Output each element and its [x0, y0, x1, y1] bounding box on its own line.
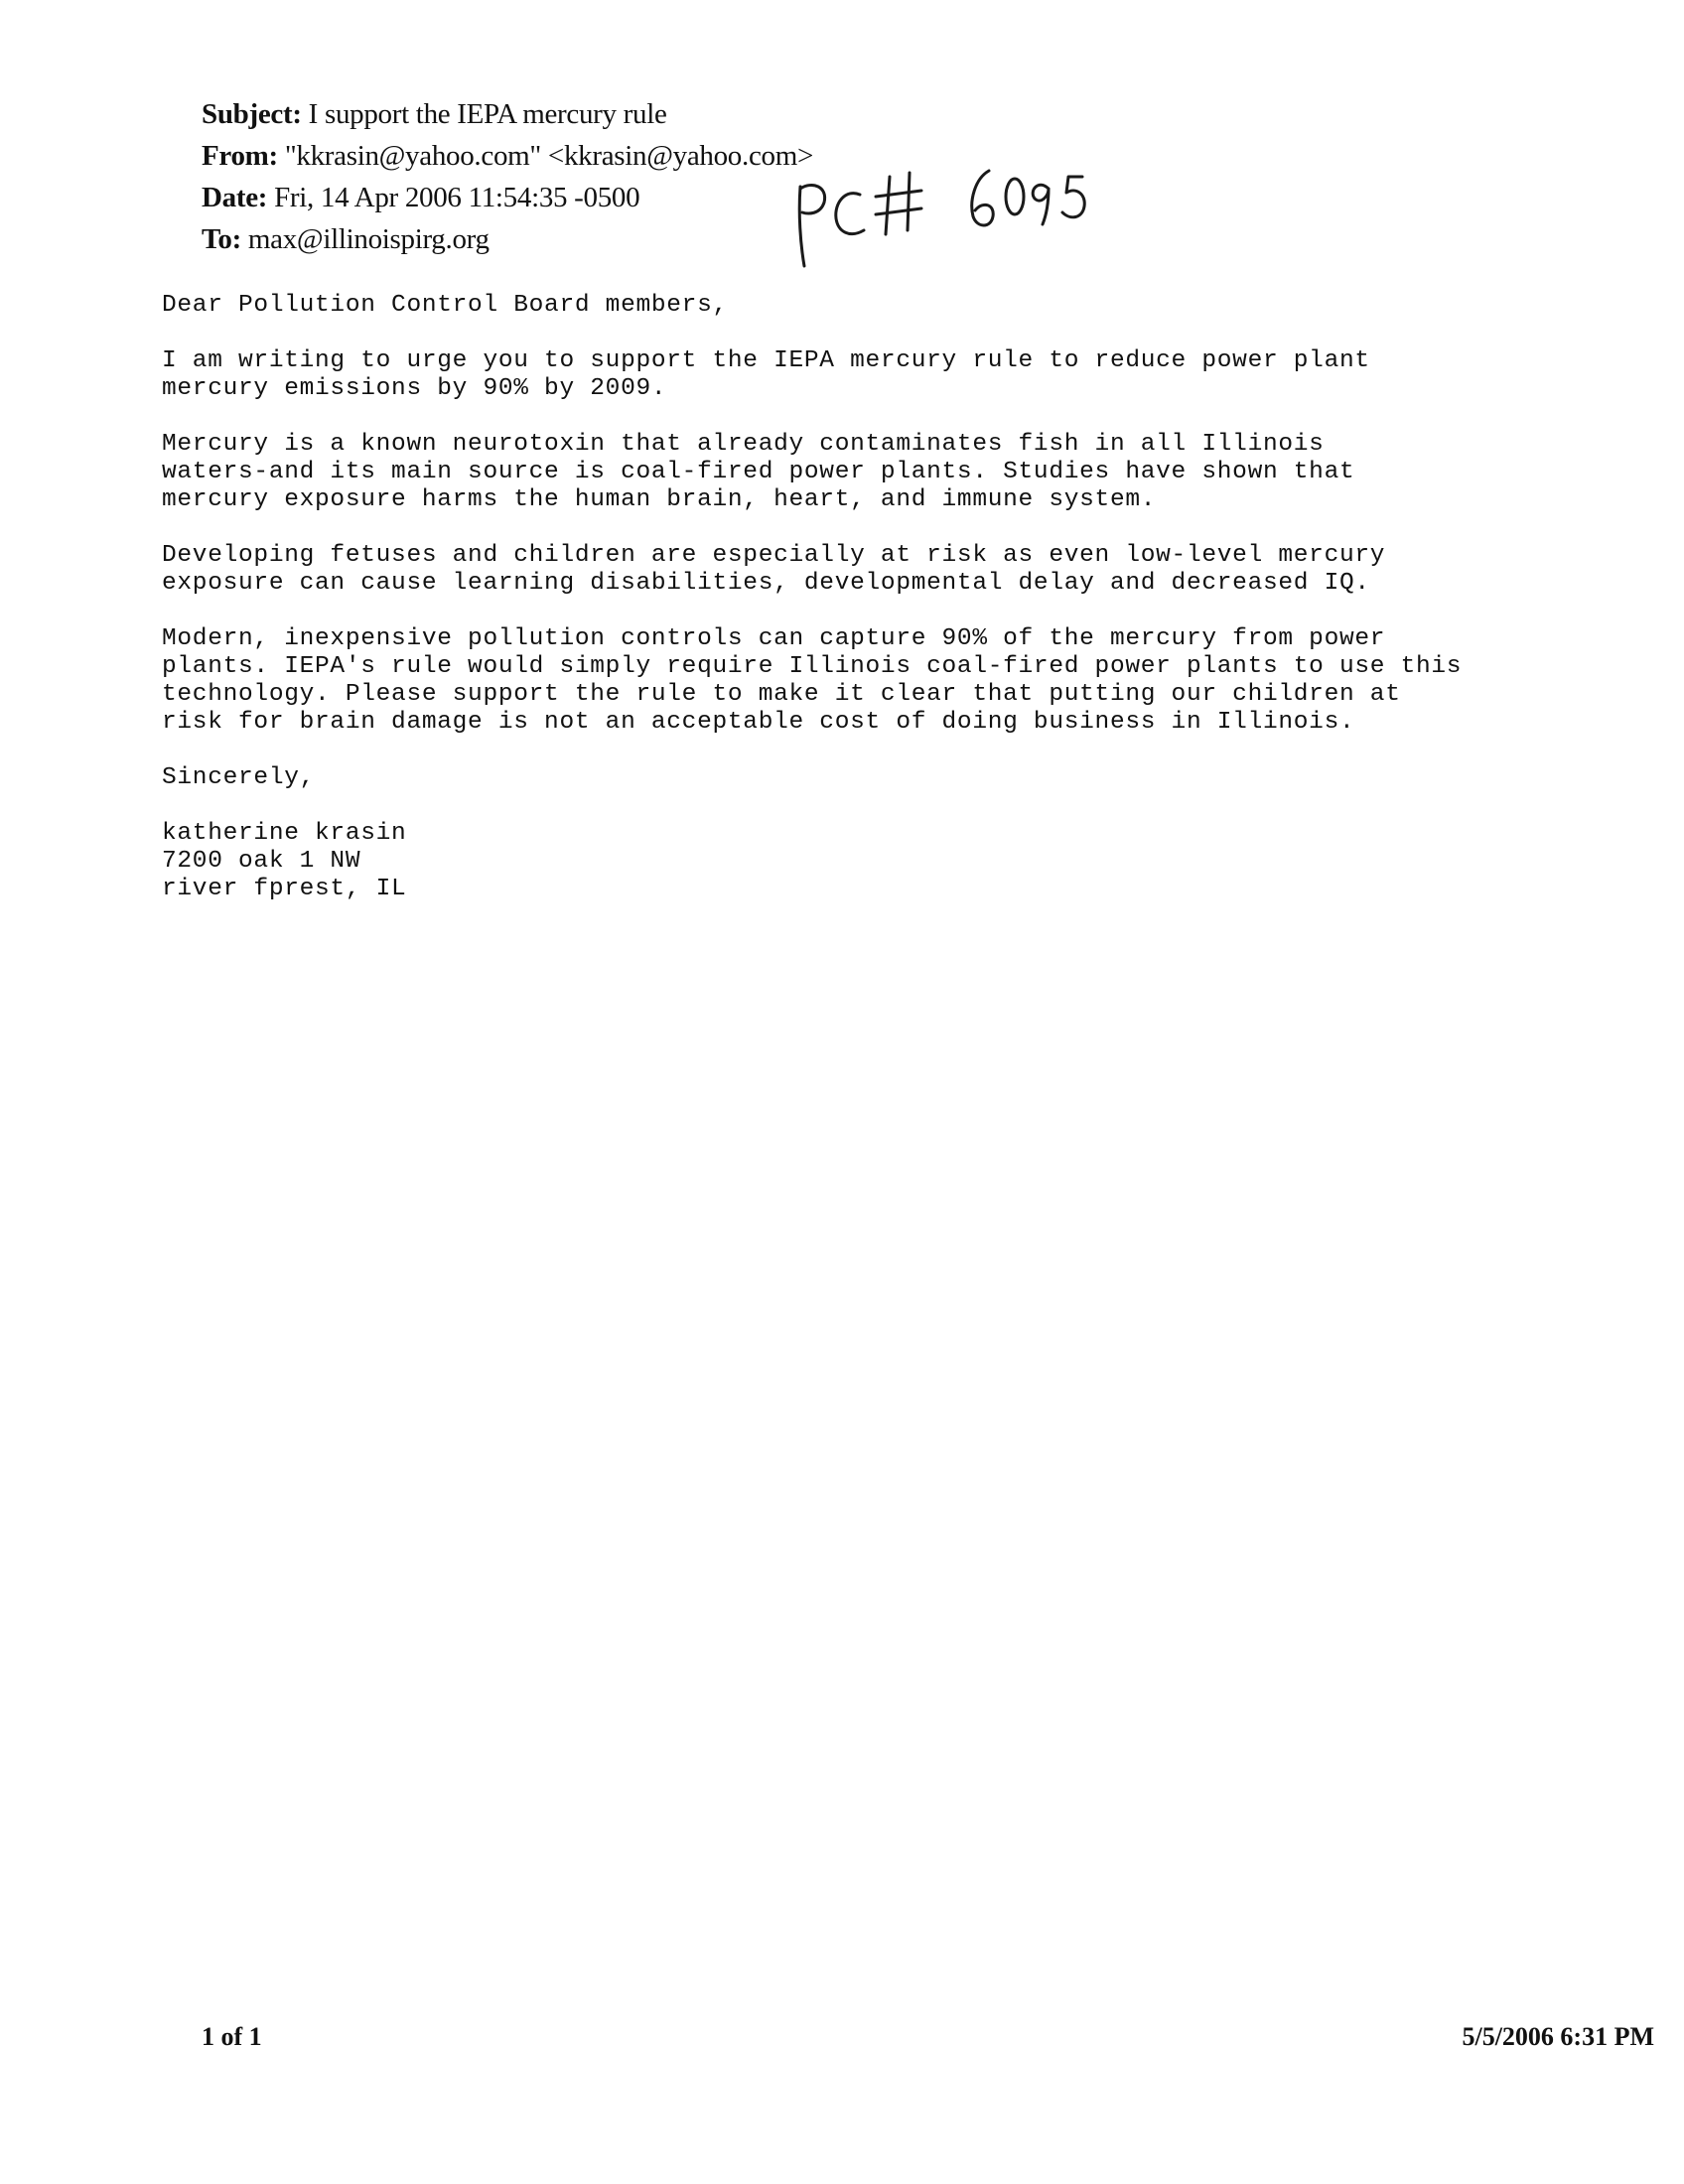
date-line	[202, 177, 813, 218]
paragraph-3: Developing fetuses and children are especially at risk as even low-level mercury exposure can cause learning disabilities, developmental delay and decreased IQ.	[162, 542, 1386, 597]
from-label: From:	[202, 140, 278, 172]
greeting: Dear Pollution Control Board members,	[162, 292, 728, 319]
from-value: "kkrasin@yahoo.com" <kkrasin@yahoo.com>	[277, 140, 814, 172]
paragraph-2: Mercury is a known neurotoxin that already contaminates fish in all Illinois waters-and its main source is coal-fired power plants. Studies have shown that mercury exposure harms the human brain, heart, and immune system.	[162, 431, 1355, 513]
to-value: max@illinoispirg.org	[240, 223, 490, 255]
date-value: Fri, 14 Apr 2006 11:54:35 -0500	[267, 182, 640, 213]
page-count: 1 of 1	[202, 2022, 262, 2051]
handwritten-pc-number-stamp	[794, 169, 1092, 288]
paragraph-1: I am writing to urge you to support the IEPA mercury rule to reduce power plant mercury emissions by 90% by 2009.	[162, 347, 1370, 402]
subject-line	[202, 93, 813, 135]
email-header	[202, 93, 813, 260]
signature-address-line-2: river fprest, IL	[162, 876, 407, 902]
signature-name: katherine krasin	[162, 820, 407, 847]
subject-label: Subject:	[202, 98, 302, 130]
subject-value: I support the IEPA mercury rule	[301, 98, 667, 130]
closing: Sincerely,	[162, 764, 316, 791]
to-label: To:	[202, 223, 241, 255]
paragraph-4: Modern, inexpensive pollution controls can capture 90% of the mercury from power plants. IEPA's rule would simply require Illinois coal-fired power plants to use this technology. Please support the rule to make it clear that putting our children at risk for brain damage is not an acceptable cost of doing business in Illinois.	[162, 625, 1463, 736]
date-label: Date:	[202, 182, 268, 213]
print-timestamp: 5/5/2006 6:31 PM	[1462, 2022, 1654, 2051]
signature-address-line-1: 7200 oak 1 NW	[162, 848, 361, 875]
from-line	[202, 135, 813, 177]
letter-body	[162, 292, 1552, 903]
to-line	[202, 218, 813, 260]
